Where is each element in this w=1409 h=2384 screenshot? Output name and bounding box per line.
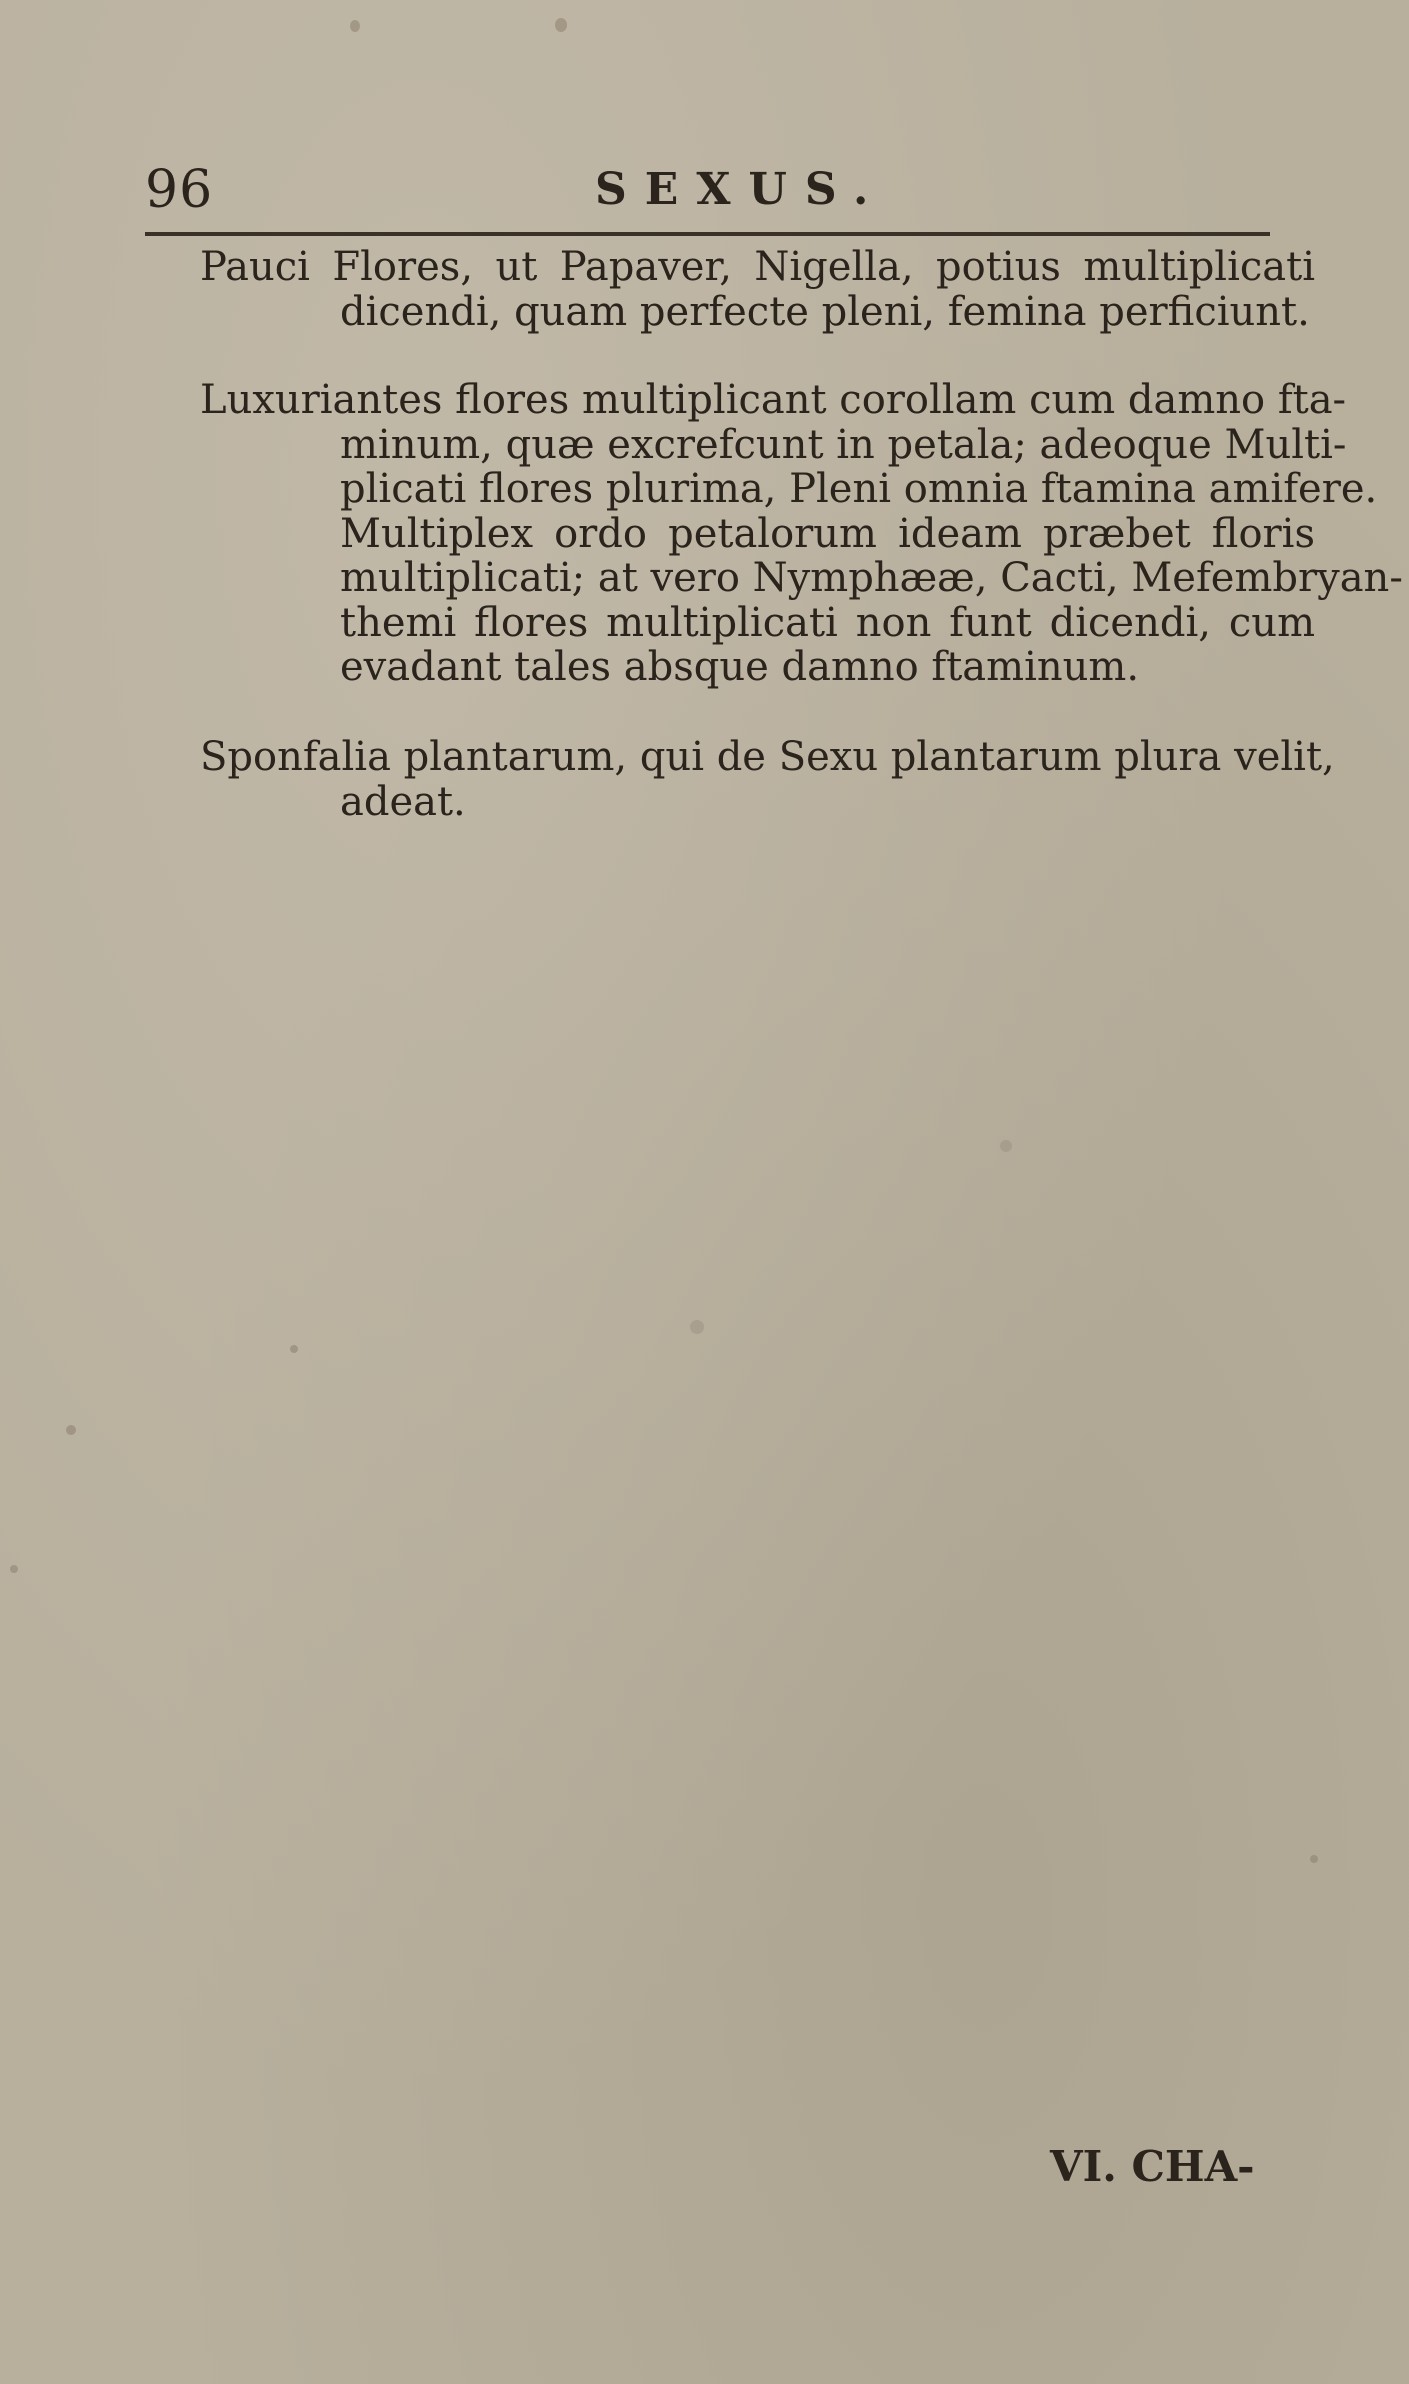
paper-speck	[350, 20, 360, 32]
paragraph-sponsalia	[200, 734, 1335, 825]
paper-speck	[290, 1345, 298, 1353]
text-line: Pauci Flores, ut Papaver, Nigella, potius multiplicati	[200, 244, 1315, 290]
paper-speck	[1310, 1855, 1318, 1863]
paper-speck	[555, 18, 567, 32]
catchword: VI. CHA-	[1050, 2142, 1255, 2191]
paragraph-pauci-flores	[200, 245, 1315, 334]
paper-speck	[66, 1425, 76, 1435]
text-line: Sponfalia plantarum, qui de Sexu plantarum plura velit,	[200, 734, 1335, 780]
page-header	[145, 160, 1270, 220]
text-line: plicati flores plurima, Pleni omnia ftamina amifere.	[340, 466, 1378, 512]
text-line: Multiplex ordo petalorum ideam præbet floris	[340, 510, 1315, 557]
text-line: themi flores multiplicati non funt dicendi, cum	[340, 599, 1315, 646]
text-line: adeat.	[340, 778, 466, 825]
header-rule	[145, 232, 1270, 236]
paper-speck	[1000, 1140, 1012, 1152]
text-line: evadant tales absque damno ftaminum.	[340, 644, 1140, 690]
text-line: minum, quæ excrefcunt in petala; adeoque Multi-	[340, 421, 1347, 468]
paragraph-luxuriantes	[200, 377, 1403, 690]
paper-speck	[690, 1320, 704, 1334]
text-line: multiplicati; at vero Nymphææ, Cacti, Mefembryan-	[340, 555, 1403, 601]
paper-speck	[10, 1565, 18, 1573]
running-head: SEXUS.	[595, 164, 887, 215]
page-number: 96	[145, 160, 214, 220]
text-line: dicendi, quam perfecte pleni, femina perficiunt.	[340, 288, 1310, 335]
text-line: Luxuriantes flores multiplicant corollam cum damno fta-	[200, 377, 1347, 423]
